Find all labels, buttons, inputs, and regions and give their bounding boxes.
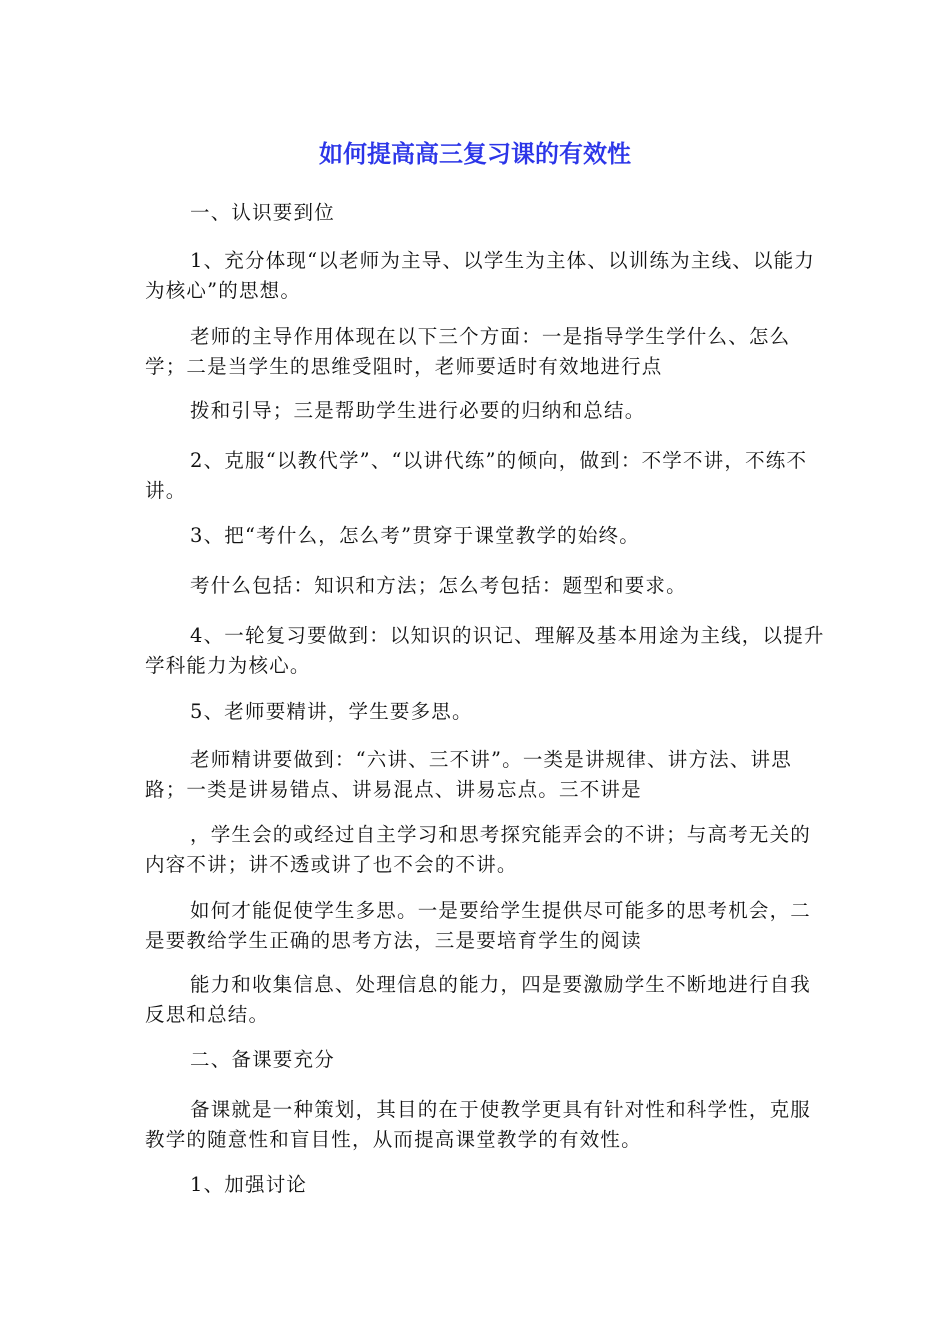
- paragraph: ，学生会的或经过自主学习和思考探究能弄会的不讲；与高考无关的内容不讲；讲不透或讲了也不会的不讲。: [145, 823, 812, 876]
- paragraph: 老师精讲要做到：“六讲、三不讲”。一类是讲规律、讲方法、讲思路；一类是讲易错点、讲易混点、讲易忘点。三不讲是: [145, 748, 792, 801]
- section-heading-2: 二、备课要充分: [190, 1048, 335, 1071]
- paragraph: 能力和收集信息、处理信息的能力，四是要激励学生不断地进行自我反思和总结。: [145, 973, 812, 1026]
- section-heading-1: 一、认识要到位: [190, 201, 335, 224]
- paragraph: 3、把“考什么，怎么考”贯穿于课堂教学的始终。: [190, 524, 640, 547]
- paragraph: 1、充分体现“以老师为主导、以学生为主体、以训练为主线、以能力为核心”的思想。: [145, 249, 816, 302]
- document-title: 如何提高高三复习课的有效性: [319, 140, 631, 168]
- paragraph: 老师的主导作用体现在以下三个方面：一是指导学生学什么、怎么学；二是当学生的思维受阻时，老师要适时有效地进行点: [145, 325, 791, 378]
- paragraph: 5、老师要精讲，学生要多思。: [190, 700, 473, 723]
- paragraph: 4、一轮复习要做到：以知识的识记、理解及基本用途为主线，以提升学科能力为核心。: [145, 624, 825, 677]
- paragraph: 2、克服“以教代学”、“以讲代练”的倾向，做到：不学不讲，不练不讲。: [145, 449, 808, 502]
- paragraph: 拨和引导；三是帮助学生进行必要的归纳和总结。: [190, 399, 646, 422]
- paragraph: 备课就是一种策划，其目的在于使教学更具有针对性和科学性，克服教学的随意性和盲目性，从而提高课堂教学的有效性。: [145, 1098, 812, 1151]
- paragraph: 1、加强讨论: [190, 1173, 308, 1196]
- paragraph: 如何才能促使学生多思。一是要给学生提供尽可能多的思考机会，二是要教给学生正确的思考方法，三是要培育学生的阅读: [145, 899, 812, 952]
- paragraph: 考什么包括：知识和方法；怎么考包括：题型和要求。: [190, 574, 687, 597]
